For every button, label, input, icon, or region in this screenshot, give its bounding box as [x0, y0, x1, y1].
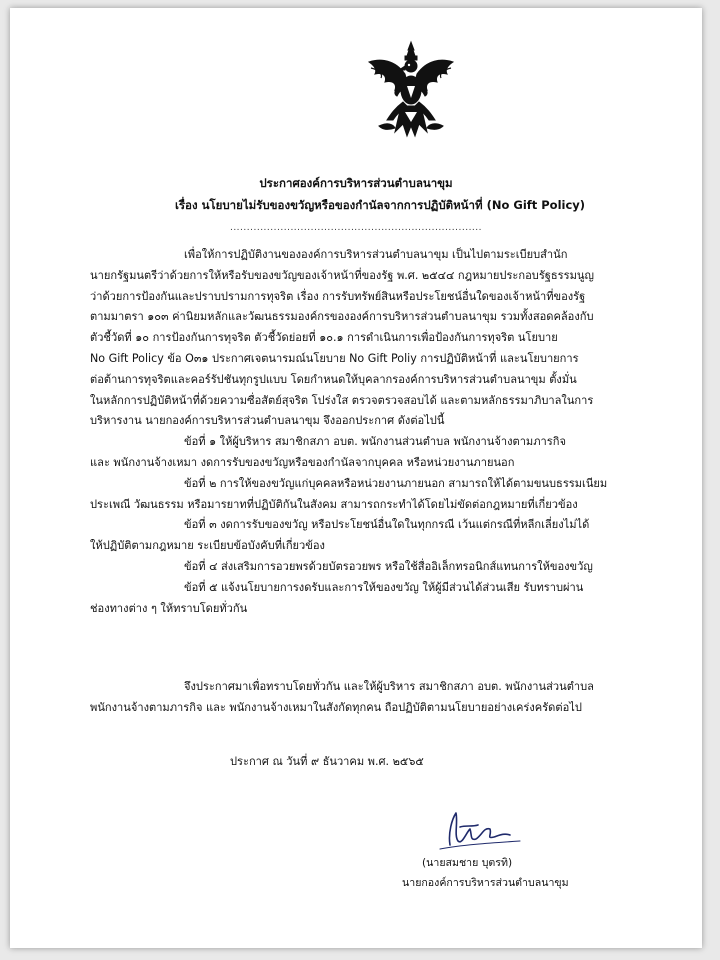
document-page: [10, 8, 702, 948]
announcement-body: [90, 245, 670, 619]
announcement-date: ประกาศ ณ วันที่ ๙ ธันวาคม พ.ศ. ๒๕๖๕: [230, 755, 424, 768]
body-line: ต่อต้านการทุจริตและคอร์รัปชันทุกรูปแบบ โดยกำหนดให้บุคลากรองค์การบริหารส่วนตำบลนาขุม ตั้งมั่น: [90, 372, 577, 386]
title-separator: ...........................................................................: [229, 223, 483, 233]
clause-3-line: ข้อที่ ๓ งดการรับของขวัญ หรือประโยชน์อื่นใดในทุกกรณี เว้นแต่กรณีที่หลีกเลี่ยงไม่ได้: [184, 518, 590, 532]
clause-1-line: และ พนักงานจ้างเหมา งดการรับของขวัญหรือของกำนัลจากบุคคล หรือหน่วยงานภายนอก: [90, 455, 515, 469]
body-line: เพื่อให้การปฏิบัติงานขององค์การบริหารส่วนตำบลนาขุม เป็นไปตามระเบียบสำนัก: [184, 248, 568, 261]
body-line: ว่าด้วยการป้องกันและปราบปรามการทุจริต เรื่อง การรับทรัพย์สินหรือประโยชน์อื่นใดของเจ้าหน้าที่ของรัฐ: [90, 289, 586, 303]
body-line: No Gift Policy ข้อ O๓๑ ประกาศเจตนารมณ์นโยบาย No Gift Poliy การปฏิบัติหน้าที่ และนโยบายการ: [90, 351, 579, 365]
body-line: บริหารงาน นายกองค์การบริหารส่วนตำบลนาขุม จึงออกประกาศ ดังต่อไปนี้: [90, 414, 445, 428]
closing-line: พนักงานจ้างตามภารกิจ และ พนักงานจ้างเหมาในสังกัดทุกคน ถือปฏิบัติตามนโยบายอย่างเคร่งครัดต่อไป: [90, 700, 582, 714]
clause-1-line: ข้อที่ ๑ ให้ผู้บริหาร สมาชิกสภา อบต. พนักงานส่วนตำบล พนักงานจ้างตามภารกิจ: [184, 435, 566, 449]
body-line: นายกรัฐมนตรีว่าด้วยการให้หรือรับของขวัญของเจ้าหน้าที่ของรัฐ พ.ศ. ๒๕๔๔ กฎหมายประกอบรัฐธรรมนูญ: [90, 268, 594, 282]
clause-2-line: ประเพณี วัฒนธรรม หรือมารยาทที่ปฏิบัติกันในสังคม สามารถกระทำได้โดยไม่ขัดต่อกฎหมายที่เกี่ยวข้อง: [90, 497, 578, 511]
garuda-emblem-icon: [365, 40, 457, 140]
closing-line: จึงประกาศมาเพื่อทราบโดยทั่วกัน และให้ผู้บริหาร สมาชิกสภา อบต. พนักงานส่วนตำบล: [184, 680, 594, 693]
clause-5-line: ช่องทางต่าง ๆ ให้ทราบโดยทั่วกัน: [90, 601, 248, 615]
body-line: ตัวชี้วัดที่ ๑๐ การป้องกันการทุจริต ตัวชี้วัดย่อยที่ ๑๐.๑ การดำเนินการเพื่อป้องกันการทุจริต นโยบาย: [90, 331, 558, 345]
document-subject: เรื่อง นโยบายไม่รับของขวัญหรือของกำนัลจากการปฏิบัติหน้าที่ (No Gift Policy): [174, 198, 586, 212]
clause-5-line: ข้อที่ ๕ แจ้งนโยบายการงดรับและการให้ของขวัญ ให้ผู้มีส่วนได้ส่วนเสีย รับทราบผ่าน: [184, 580, 584, 594]
clause-4-line: ข้อที่ ๔ ส่งเสริมการอวยพรด้วยบัตรอวยพร หรือใช้สื่ออิเล็กทรอนิกส์แทนการให้ของขวัญ: [184, 559, 593, 573]
document-title: ประกาศองค์การบริหารส่วนตำบลนาขุม: [259, 176, 453, 190]
clause-2-line: ข้อที่ ๒ การให้ของขวัญแก่บุคคลหรือหน่วยงานภายนอก สามารถให้ได้ตามขนบธรรมเนียม: [184, 476, 608, 490]
body-line: ตามมาตรา ๑๐๓ ค่านิยมหลักและวัฒนธรรมองค์กรขององค์การบริหารส่วนตำบลนาขุม รวมทั้งสอดคล้องกับ: [90, 310, 594, 324]
body-line: ในหลักการปฏิบัติหน้าที่ด้วยความซื่อสัตย์สุจริต โปร่งใส ตรวจตรวจสอบได้ และตามหลักธรรมาภิบาลในการ: [90, 393, 594, 407]
handwritten-signature: [420, 805, 530, 855]
clause-3-line: ให้ปฏิบัติตามกฎหมาย ระเบียบข้อบังคับที่เกี่ยวข้อง: [90, 539, 325, 553]
signer-name: (นายสมชาย บุตรทิ): [422, 857, 513, 869]
signer-position: นายกองค์การบริหารส่วนตำบลนาขุม: [402, 877, 569, 889]
closing-paragraph: [90, 677, 670, 719]
